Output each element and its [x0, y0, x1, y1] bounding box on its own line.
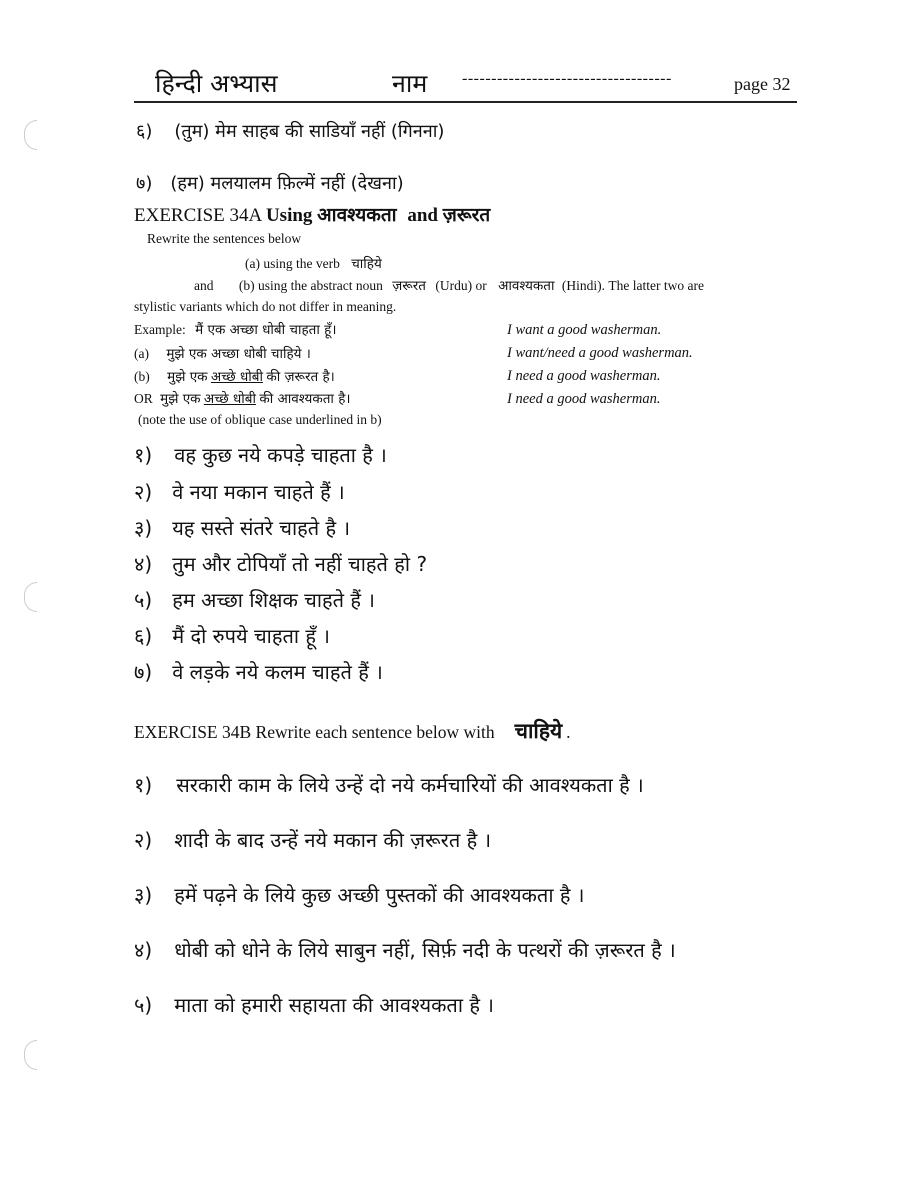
example-translation: I need a good washerman. — [507, 368, 661, 384]
list-item: ४) तुम और टोपियाँ तो नहीं चाहते हो ? — [134, 552, 428, 576]
option-b: and (b) using the abstract noun ज़रूरत (Urdu) or आवश्यकता (Hindi). The latter two are — [194, 278, 704, 294]
example-translation: I want a good washerman. — [507, 322, 662, 338]
exercise-34b-heading: EXERCISE 34B Rewrite each sentence below with चाहिये . — [134, 719, 571, 743]
page-number: page 32 — [734, 74, 791, 94]
list-item: ३) यह सस्ते संतरे चाहते है । — [134, 516, 351, 540]
oblique-note: (note the use of oblique case underlined in b) — [138, 412, 382, 427]
list-item: २) शादी के बाद उन्हें नये मकान की ज़रूरत है । — [134, 828, 492, 852]
list-item: ४) धोबी को धोने के लिये साबुन नहीं, सिर्फ़ नदी के पत्थरों की ज़रूरत है । — [134, 938, 676, 962]
example-row-b: (b) मुझे एक अच्छे धोबी की ज़रूरत है। — [134, 369, 335, 385]
example-translation: I want/need a good washerman. — [507, 345, 693, 361]
list-item: २) वे नया मकान चाहते हैं । — [134, 480, 345, 504]
header-rule — [134, 101, 797, 103]
example-row: Example: मैं एक अच्छा धोबी चाहता हूँ। — [134, 322, 337, 338]
name-label: नाम — [392, 69, 428, 98]
example-row-a: (a) मुझे एक अच्छा धोबी चाहिये । — [134, 346, 311, 362]
example-translation: I need a good washerman. — [507, 391, 661, 407]
worksheet-title: हिन्दी अभ्यास — [155, 69, 278, 98]
scan-mark — [24, 120, 37, 150]
list-item: ५) माता को हमारी सहायता की आवश्यकता है । — [134, 993, 494, 1017]
scan-mark — [24, 1040, 37, 1070]
scan-mark — [24, 582, 37, 612]
list-item: १) सरकारी काम के लिये उन्हें दो नये कर्मचारियों की आवश्यकता है । — [134, 773, 644, 797]
name-line: ------------------------------------ — [462, 70, 672, 87]
option-a: (a) using the verb चाहिये — [245, 256, 382, 272]
list-item: ७) (हम) मलयालम फ़िल्में नहीं (देखना) — [136, 173, 404, 194]
list-item: ६) मैं दो रुपये चाहता हूँ । — [134, 624, 330, 648]
list-item: ७) वे लड़के नये कलम चाहते हैं । — [134, 660, 383, 684]
exercise-34a-heading: EXERCISE 34A Using आवश्यकता and ज़रूरत — [134, 204, 491, 226]
instruction: Rewrite the sentences below — [147, 231, 302, 246]
stylistic-note: stylistic variants which do not differ in meaning. — [134, 299, 397, 314]
list-item: ३) हमें पढ़ने के लिये कुछ अच्छी पुस्तकों की आवश्यकता है । — [134, 883, 585, 907]
list-item: १) वह कुछ नये कपड़े चाहता है । — [134, 443, 387, 467]
list-item: ५) हम अच्छा शिक्षक चाहते हैं । — [134, 588, 375, 612]
example-row-or: OR मुझे एक अच्छे धोबी की आवश्यकता है। — [134, 391, 351, 407]
list-item: ६) (तुम) मेम साहब की साडियाँ नहीं (गिनना) — [136, 121, 445, 142]
